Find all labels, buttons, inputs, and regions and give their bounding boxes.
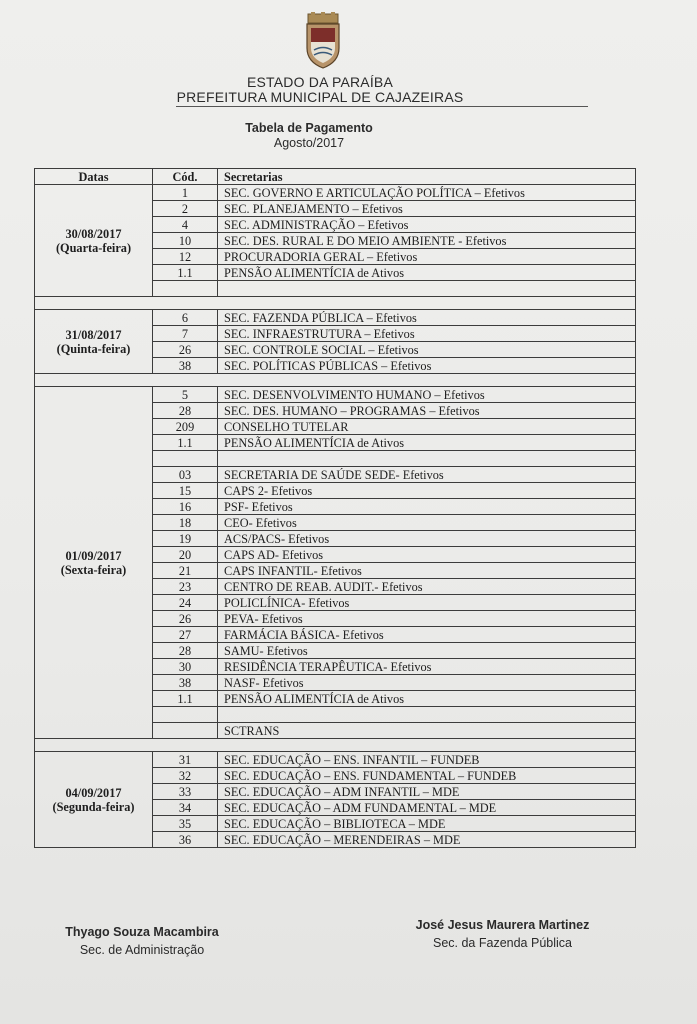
payment-date: 04/09/2017 (65, 785, 122, 800)
column-header-dates: Datas (35, 169, 153, 185)
table-row (35, 387, 636, 403)
secretariat-cell: CAPS 2- Efetivos (218, 483, 636, 499)
secretariat-cell: SEC. PLANEJAMENTO – Efetivos (218, 201, 636, 217)
code-cell: 33 (153, 784, 218, 800)
secretariat-cell: CAPS INFANTIL- Efetivos (218, 563, 636, 579)
secretariat-cell: PEVA- Efetivos (218, 611, 636, 627)
code-cell: 5 (153, 387, 218, 403)
signatory-name: Thyago Souza Macambira (65, 925, 219, 939)
code-cell: 34 (153, 800, 218, 816)
payment-date: 30/08/2017 (65, 226, 122, 241)
signature-right (400, 918, 605, 950)
group-separator-row (35, 297, 636, 310)
code-cell: 6 (153, 310, 218, 326)
code-cell: 10 (153, 233, 218, 249)
code-cell: 1.1 (153, 691, 218, 707)
table-title: Tabela de Pagamento (245, 121, 373, 135)
signature-left (52, 925, 232, 957)
payment-date: 31/08/2017 (65, 327, 122, 342)
table-period: Agosto/2017 (273, 136, 345, 150)
code-cell: 1.1 (153, 265, 218, 281)
secretariat-cell: SAMU- Efetivos (218, 643, 636, 659)
code-cell: 1.1 (153, 435, 218, 451)
code-cell (153, 707, 218, 723)
secretariat-cell: SEC. ADMINISTRAÇÃO – Efetivos (218, 217, 636, 233)
secretariat-cell: SEC. POLÍTICAS PÚBLICAS – Efetivos (218, 358, 636, 374)
code-cell: 27 (153, 627, 218, 643)
date-cell (35, 752, 153, 848)
secretariat-cell: PENSÃO ALIMENTÍCIA de Ativos (218, 435, 636, 451)
payment-table (34, 168, 636, 848)
group-separator-row (35, 374, 636, 387)
secretariat-cell: SEC. EDUCAÇÃO – ENS. INFANTIL – FUNDEB (218, 752, 636, 768)
code-cell: 12 (153, 249, 218, 265)
date-cell (35, 185, 153, 297)
secretariat-cell: PROCURADORIA GERAL – Efetivos (218, 249, 636, 265)
code-cell: 31 (153, 752, 218, 768)
code-cell (153, 451, 218, 467)
date-cell (35, 310, 153, 374)
separator-cell (35, 739, 636, 752)
code-cell: 1 (153, 185, 218, 201)
secretariat-cell: SEC. DES. HUMANO – PROGRAMAS – Efetivos (218, 403, 636, 419)
code-cell: 4 (153, 217, 218, 233)
code-cell: 23 (153, 579, 218, 595)
secretariat-cell: SEC. DES. RURAL E DO MEIO AMBIENTE - Efetivos (218, 233, 636, 249)
secretariat-cell: CAPS AD- Efetivos (218, 547, 636, 563)
secretariat-cell: RESIDÊNCIA TERAPÊUTICA- Efetivos (218, 659, 636, 675)
secretariat-cell: CONSELHO TUTELAR (218, 419, 636, 435)
payment-weekday: (Segunda-feira) (52, 799, 135, 814)
payment-weekday: (Sexta-feira) (60, 562, 127, 577)
code-cell: 21 (153, 563, 218, 579)
prefecture-name: PREFEITURA MUNICIPAL DE CAJAZEIRAS (176, 89, 464, 105)
code-cell: 36 (153, 832, 218, 848)
code-cell: 26 (153, 342, 218, 358)
signatory-role: Sec. da Fazenda Pública (433, 936, 572, 950)
secretariat-cell: PENSÃO ALIMENTÍCIA de Ativos (218, 265, 636, 281)
table-row (35, 310, 636, 326)
secretariat-cell: CEO- Efetivos (218, 515, 636, 531)
code-cell: 35 (153, 816, 218, 832)
secretariat-cell: SEC. DESENVOLVIMENTO HUMANO – Efetivos (218, 387, 636, 403)
code-cell: 38 (153, 358, 218, 374)
secretariat-cell (218, 281, 636, 297)
code-cell: 2 (153, 201, 218, 217)
secretariat-cell: SEC. GOVERNO E ARTICULAÇÃO POLÍTICA – Efetivos (218, 185, 636, 201)
secretariat-cell: CENTRO DE REAB. AUDIT.- Efetivos (218, 579, 636, 595)
code-cell: 20 (153, 547, 218, 563)
secretariat-cell: SEC. EDUCAÇÃO – ADM FUNDAMENTAL – MDE (218, 800, 636, 816)
table-header-row (35, 169, 636, 185)
table-body (35, 185, 636, 848)
secretariat-cell: SEC. FAZENDA PÚBLICA – Efetivos (218, 310, 636, 326)
secretariat-cell: SCTRANS (218, 723, 636, 739)
payment-date: 01/09/2017 (65, 548, 122, 563)
state-name: ESTADO DA PARAÍBA (246, 74, 394, 90)
secretariat-cell: FARMÁCIA BÁSICA- Efetivos (218, 627, 636, 643)
group-separator-row (35, 739, 636, 752)
code-cell: 28 (153, 643, 218, 659)
secretariat-cell: PENSÃO ALIMENTÍCIA de Ativos (218, 691, 636, 707)
code-cell: 19 (153, 531, 218, 547)
code-cell: 7 (153, 326, 218, 342)
secretariat-cell: SEC. EDUCAÇÃO – ENS. FUNDAMENTAL – FUNDEB (218, 768, 636, 784)
header-divider (176, 106, 588, 107)
separator-cell (35, 374, 636, 387)
code-cell: 32 (153, 768, 218, 784)
code-cell (153, 723, 218, 739)
secretariat-cell: SECRETARIA DE SAÚDE SEDE- Efetivos (218, 467, 636, 483)
table-row (35, 752, 636, 768)
code-cell (153, 281, 218, 297)
secretariat-cell: ACS/PACS- Efetivos (218, 531, 636, 547)
code-cell: 18 (153, 515, 218, 531)
payment-weekday: (Quarta-feira) (55, 240, 132, 255)
code-cell: 38 (153, 675, 218, 691)
code-cell: 16 (153, 499, 218, 515)
secretariat-cell: SEC. INFRAESTRUTURA – Efetivos (218, 326, 636, 342)
code-cell: 209 (153, 419, 218, 435)
secretariat-cell: SEC. EDUCAÇÃO – BIBLIOTECA – MDE (218, 816, 636, 832)
secretariat-cell (218, 451, 636, 467)
secretariat-cell: SEC. CONTROLE SOCIAL – Efetivos (218, 342, 636, 358)
signatory-name: José Jesus Maurera Martinez (415, 918, 590, 932)
code-cell: 26 (153, 611, 218, 627)
column-header-secretariats: Secretarias (218, 169, 636, 185)
code-cell: 24 (153, 595, 218, 611)
secretariat-cell: SEC. EDUCAÇÃO – MERENDEIRAS – MDE (218, 832, 636, 848)
separator-cell (35, 297, 636, 310)
code-cell: 30 (153, 659, 218, 675)
coat-of-arms-icon (302, 12, 344, 70)
table-row (35, 185, 636, 201)
secretariat-cell (218, 707, 636, 723)
date-cell (35, 387, 153, 739)
signatory-role: Sec. de Administração (79, 943, 205, 957)
code-cell: 03 (153, 467, 218, 483)
column-header-code: Cód. (153, 169, 218, 185)
secretariat-cell: NASF- Efetivos (218, 675, 636, 691)
secretariat-cell: POLICLÍNICA- Efetivos (218, 595, 636, 611)
secretariat-cell: PSF- Efetivos (218, 499, 636, 515)
code-cell: 15 (153, 483, 218, 499)
secretariat-cell: SEC. EDUCAÇÃO – ADM INFANTIL – MDE (218, 784, 636, 800)
code-cell: 28 (153, 403, 218, 419)
payment-weekday: (Quinta-feira) (56, 341, 131, 356)
